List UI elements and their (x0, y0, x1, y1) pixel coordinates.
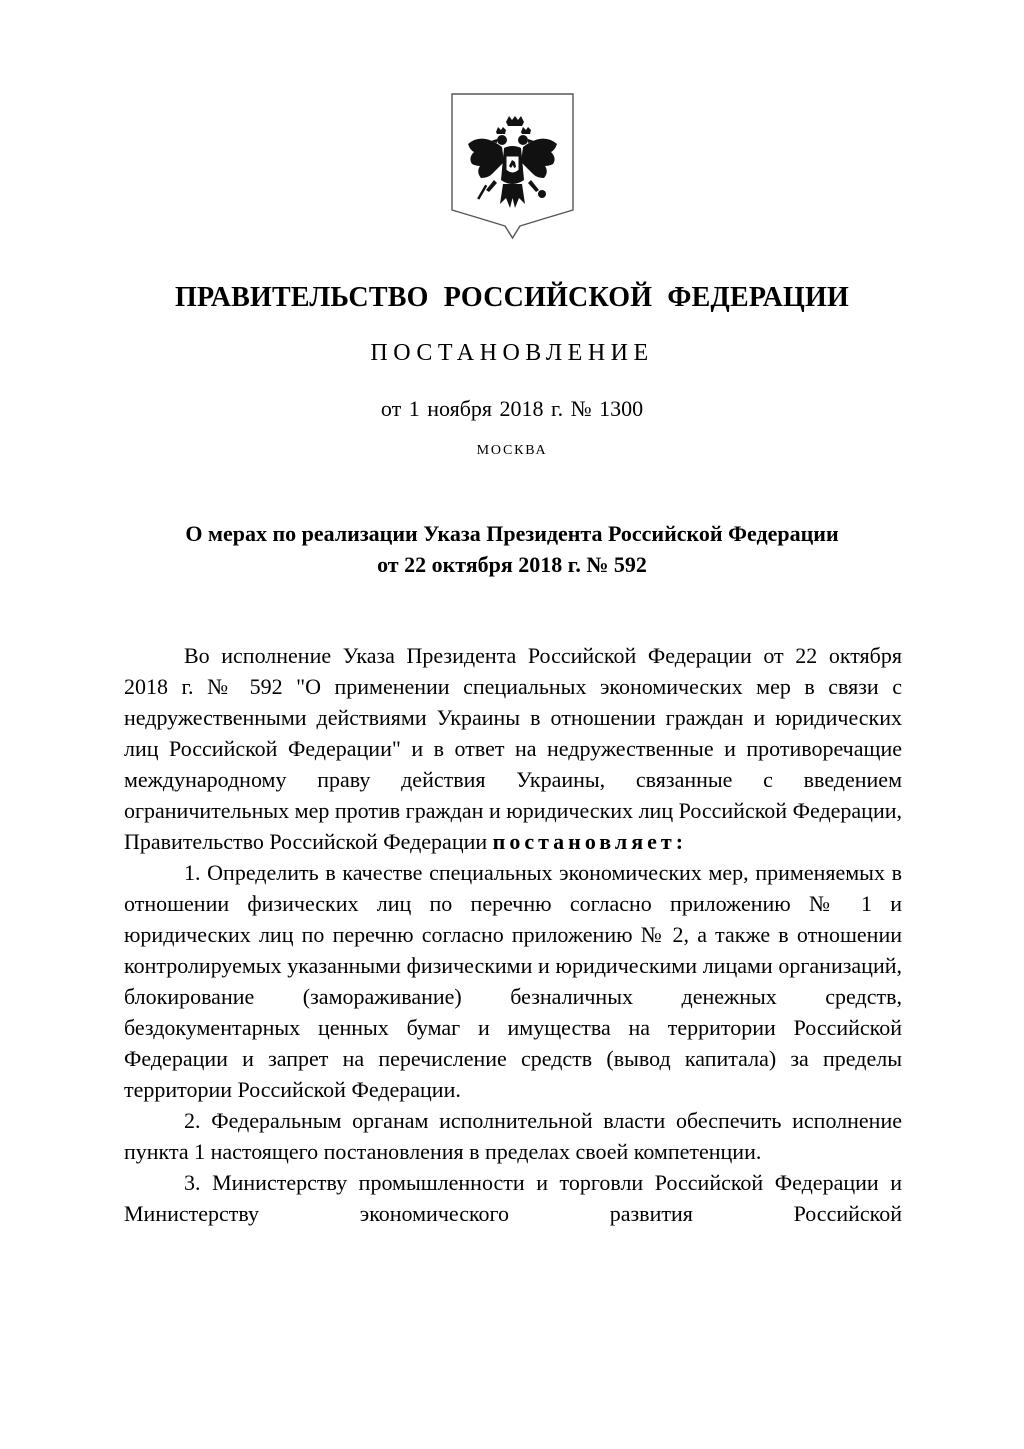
document-date-number: от 1 ноября 2018 г. № 1300 (380, 396, 644, 421)
document-body (124, 640, 902, 1229)
decree-word: постановляет: (492, 829, 688, 854)
subject-line-1: О мерах по реализации Указа Президента Российской Федерации (185, 521, 839, 546)
preamble-paragraph (124, 640, 902, 857)
document-type: ПОСТАНОВЛЕНИЕ (370, 340, 654, 366)
subject-line-2: от 22 октября 2018 г. № 592 (377, 552, 647, 577)
document-city: МОСКВА (476, 443, 548, 458)
preamble-text: Во исполнение Указа Президента Российской Федерации от 22 октября 2018 г. № 592 "О применении специальных экономических мер в связи с недружественными действиями Украины в отношении граждан и юридических лиц Российской Федерации" и в ответ на недружественные и противоречащие международному праву действия Украины, связанные с введением ограничительных мер против граждан и юридических лиц Российской Федерации, Правительство Российской Федерации (124, 643, 902, 854)
paragraph-item-2: 2. Федеральным органам исполнительной власти обеспечить исполнение пункта 1 настоящего постановления в пределах своей компетенции. (124, 1108, 902, 1164)
coat-of-arms-icon (450, 92, 575, 240)
paragraph-item-3: 3. Министерству промышленности и торговли Российской Федерации и Министерству экономического развития Российской (124, 1170, 902, 1226)
paragraph-item-1: 1. Определить в качестве специальных экономических мер, применяемых в отношении физических лиц по перечню согласно приложению № 1 и юридических лиц по перечню согласно приложению № 2, а также в отношении контролируемых указанными физическими и юридическими лицами организаций, блокирование (замораживание) безналичных денежных средств, бездокументарных ценных бумаг и имущества на территории Российской Федерации и запрет на перечисление средств (вывод капитала) за пределы территории Российской Федерации. (124, 860, 902, 1102)
government-title: ПРАВИТЕЛЬСТВО РОССИЙСКОЙ ФЕДЕРАЦИИ (175, 282, 849, 313)
document-subject (0, 518, 1024, 580)
